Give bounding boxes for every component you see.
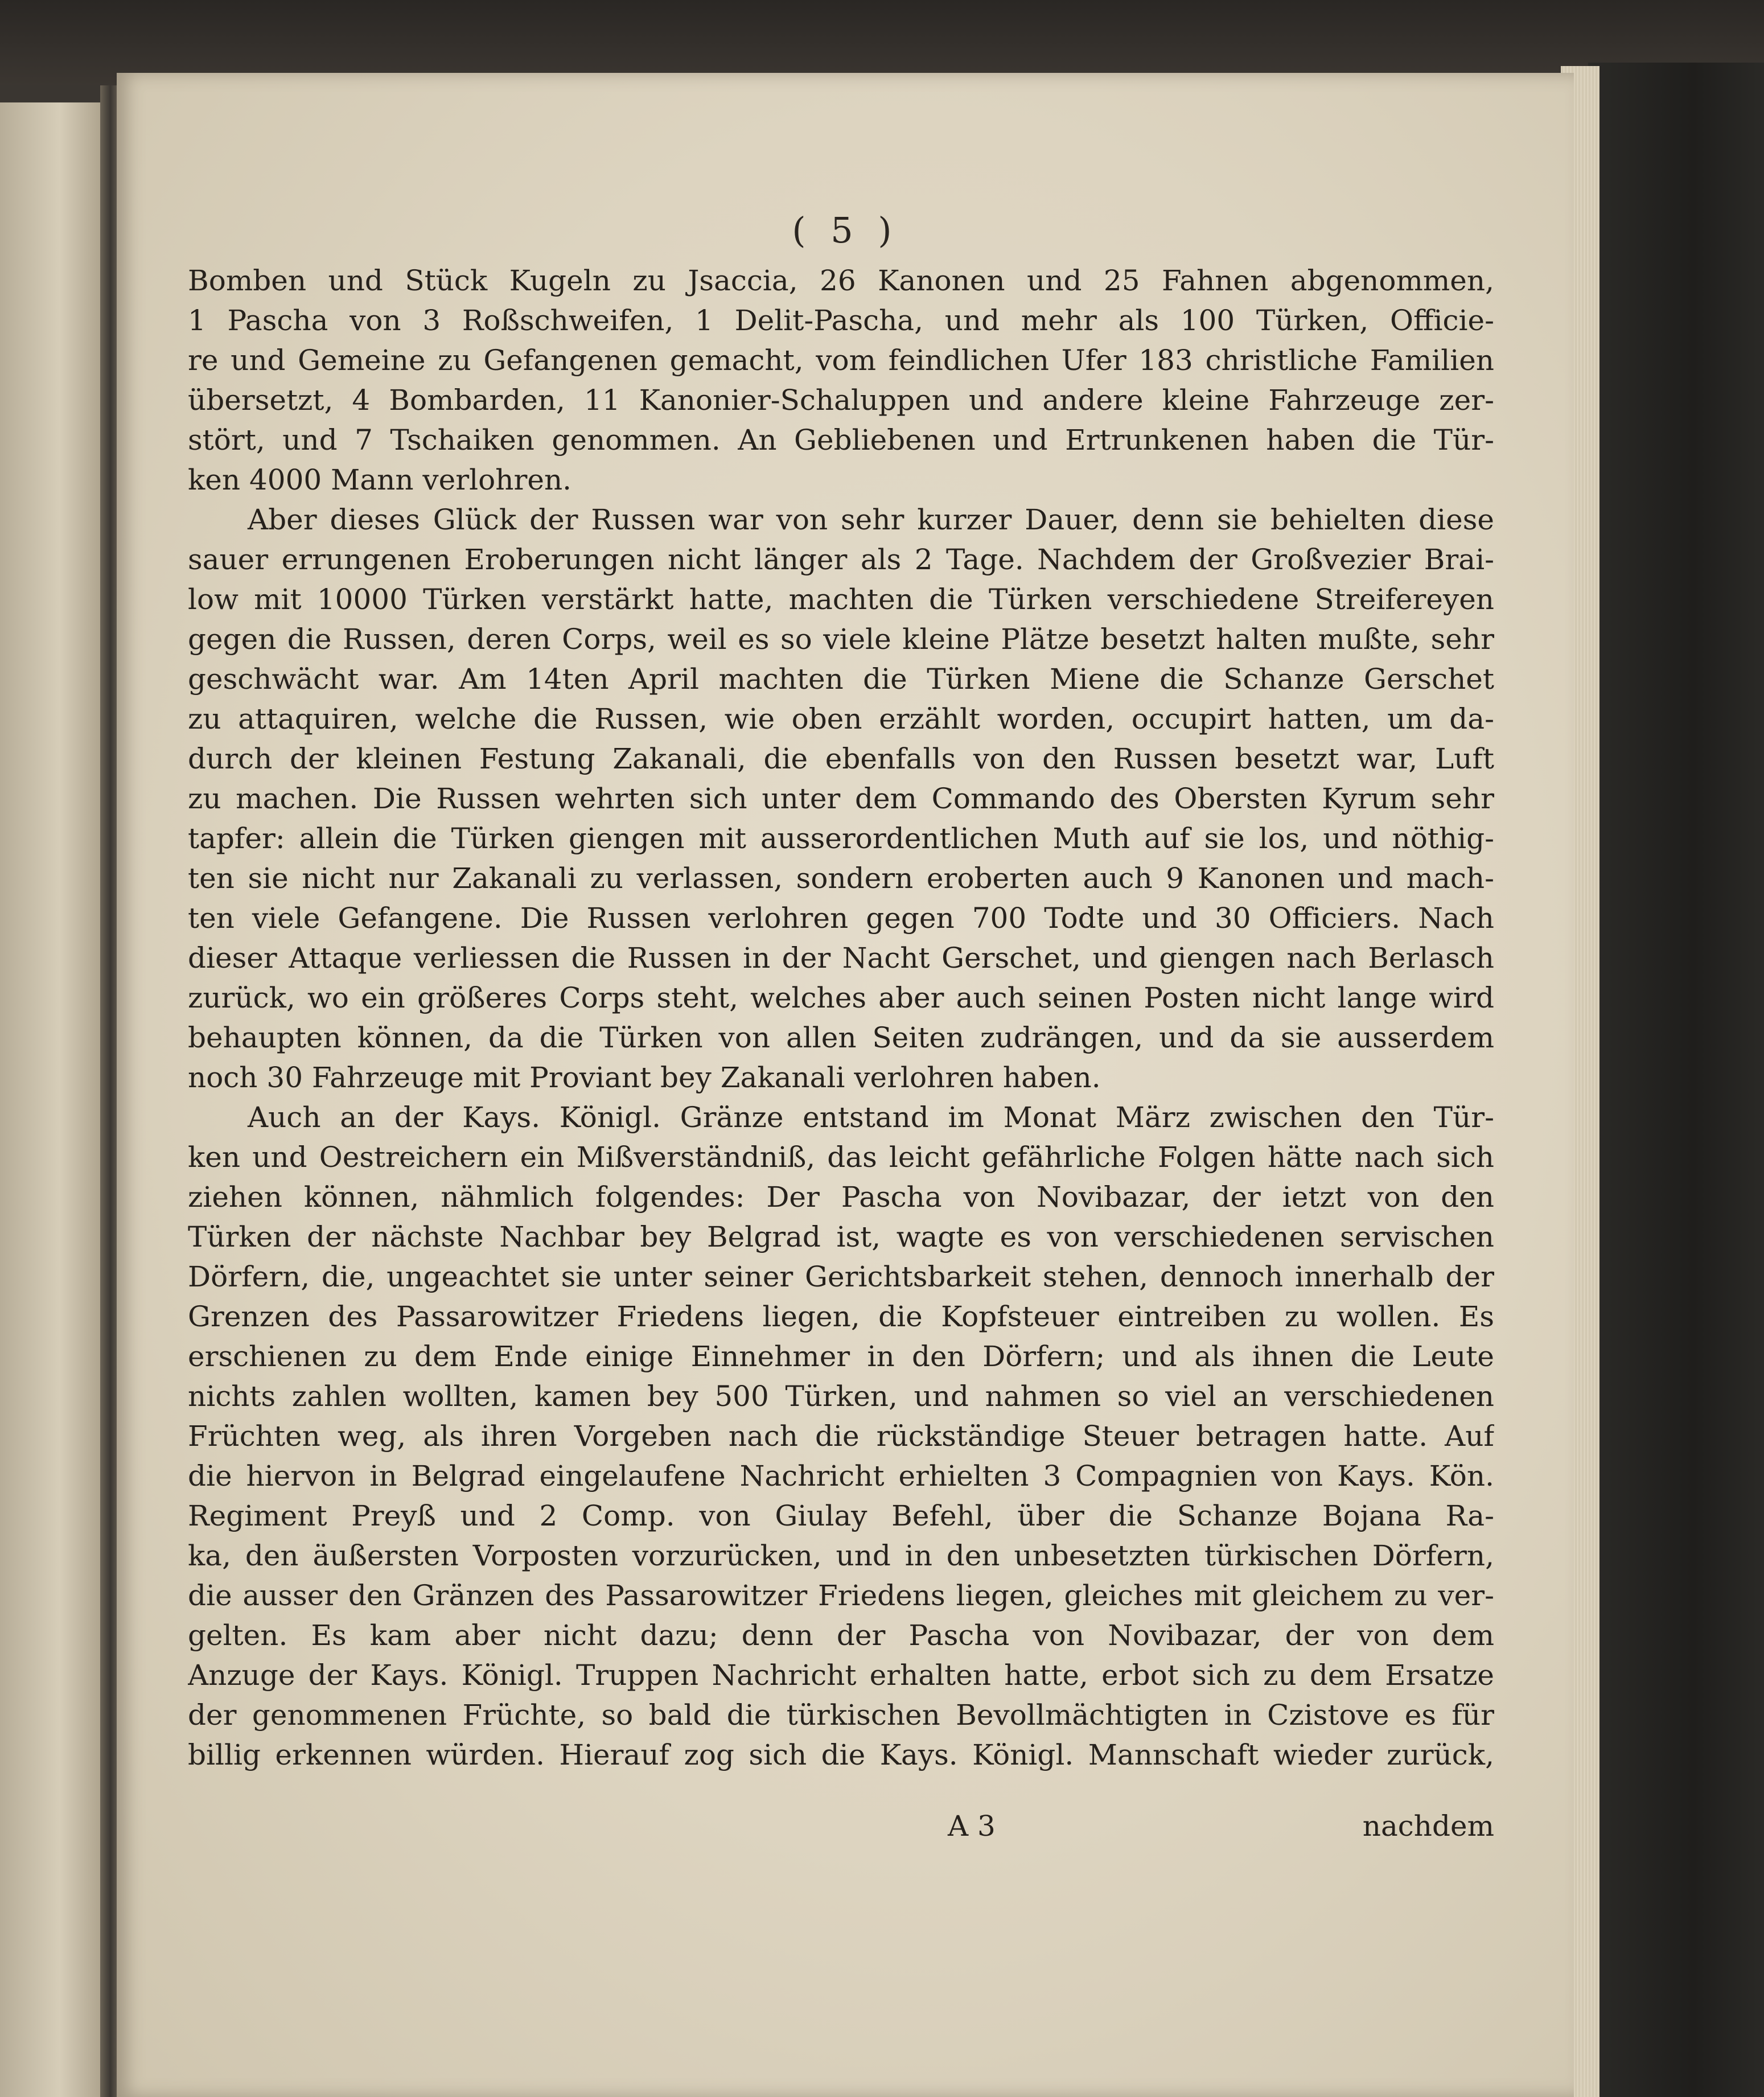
catchword: nachdem (1362, 1810, 1494, 1843)
text-line: Regiment Preyß und 2 Comp. von Giulay Befehl, über die Schanze Bojana Ra- (188, 1499, 1494, 1532)
text-line: übersetzt, 4 Bombarden, 11 Kanonier-Schaluppen und andere kleine Fahrzeuge zer- (188, 384, 1494, 417)
text-line: zu machen. Die Russen wehrten sich unter dem Commando des Obersten Kyrum sehr (188, 782, 1494, 815)
text-line: re und Gemeine zu Gefangenen gemacht, vom feindlichen Ufer 183 christliche Familien (188, 344, 1494, 377)
text-line: Türken der nächste Nachbar bey Belgrad ist, wagte es von verschiedenen servischen (188, 1220, 1494, 1253)
text-line: der genommenen Früchte, so bald die türkischen Bevollmächtigten in Czistove es für (188, 1699, 1494, 1732)
text-line: Dörfern, die, ungeachtet sie unter seiner Gerichtsbarkeit stehen, dennoch innerhalb der (188, 1260, 1494, 1293)
text-line: behaupten können, da die Türken von allen Seiten zudrängen, und da sie ausserdem (188, 1021, 1494, 1054)
text-line: nichts zahlen wollten, kamen bey 500 Türken, und nahmen so viel an verschiedenen (188, 1380, 1494, 1413)
text-line: tapfer: allein die Türken giengen mit ausserordentlichen Muth auf sie los, und nöthig- (188, 822, 1494, 855)
body-text (188, 261, 1494, 1775)
text-line: zurück, wo ein größeres Corps steht, welches aber auch seinen Posten nicht lange wird (188, 981, 1494, 1014)
text-line: Früchten weg, als ihren Vorgeben nach die rückständige Steuer betragen hatte. Auf (188, 1420, 1494, 1453)
text-line: gelten. Es kam aber nicht dazu; denn der Pascha von Novibazar, der von dem (188, 1619, 1494, 1652)
page-footer (188, 1806, 1494, 1846)
text-line: erschienen zu dem Ende einige Einnehmer in den Dörfern; und als ihnen die Leute (188, 1340, 1494, 1373)
text-line: ten sie nicht nur Zakanali zu verlassen, sondern eroberten auch 9 Kanonen und mach- (188, 862, 1494, 895)
text-line: ken 4000 Mann verlohren. (188, 463, 572, 496)
text-line: Bomben und Stück Kugeln zu Jsaccia, 26 Kanonen und 25 Fahnen abgenommen, (188, 264, 1494, 297)
text-line: ten viele Gefangene. Die Russen verlohren gegen 700 Todte und 30 Officiers. Nach (188, 902, 1494, 935)
text-line: Auch an der Kays. Königl. Gränze entstand im Monat März zwischen den Tür- (248, 1101, 1494, 1134)
text-line: dieser Attaque verliessen die Russen in der Nacht Gerschet, und giengen nach Berlasch (188, 941, 1494, 975)
text-line: geschwächt war. Am 14ten April machten die Türken Miene die Schanze Gerschet (188, 663, 1494, 696)
text-line: Grenzen des Passarowitzer Friedens liegen, die Kopfsteuer eintreiben zu wollen. Es (188, 1300, 1494, 1333)
text-line: stört, und 7 Tschaiken genommen. An Gebliebenen und Ertrunkenen haben die Tür- (188, 423, 1494, 457)
text-line: Anzuge der Kays. Königl. Truppen Nachricht erhalten hatte, erbot sich zu dem Ersatze (188, 1659, 1494, 1692)
text-line: die hiervon in Belgrad eingelaufene Nachricht erhielten 3 Compagnien von Kays. Kön. (188, 1459, 1494, 1492)
text-line: Aber dieses Glück der Russen war von sehr kurzer Dauer, denn sie behielten diese (248, 503, 1494, 536)
text-line: low mit 10000 Türken verstärkt hatte, machten die Türken verschiedene Streifereyen (188, 583, 1494, 616)
text-line: noch 30 Fahrzeuge mit Proviant bey Zakanali verlohren haben. (188, 1061, 1101, 1094)
book-cover-right (1588, 63, 1764, 2097)
text-line: gegen die Russen, deren Corps, weil es so viele kleine Plätze besetzt halten mußte, sehr (188, 623, 1494, 656)
page-number-header: ( 5 ) (792, 209, 899, 251)
book-page (117, 73, 1574, 2097)
printer-signature: A 3 (948, 1810, 996, 1843)
text-line: ziehen können, nähmlich folgendes: Der Pascha von Novibazar, der ietzt von den (188, 1181, 1494, 1214)
text-line: durch der kleinen Festung Zakanali, die ebenfalls von den Russen besetzt war, Luft (188, 742, 1494, 775)
facing-page-edge (0, 102, 108, 2097)
text-line: ken und Oestreichern ein Mißverständniß, das leicht gefährliche Folgen hätte nach sich (188, 1141, 1494, 1174)
text-line: die ausser den Gränzen des Passarowitzer Friedens liegen, gleiches mit gleichem zu ver- (188, 1579, 1494, 1612)
text-line: sauer errungenen Eroberungen nicht länger als 2 Tage. Nachdem der Großvezier Brai- (188, 543, 1494, 576)
text-line: billig erkennen würden. Hierauf zog sich die Kays. Königl. Mannschaft wieder zurück, (188, 1738, 1494, 1771)
text-line: zu attaquiren, welche die Russen, wie oben erzählt worden, occupirt hatten, um da- (188, 702, 1494, 735)
text-line: 1 Pascha von 3 Roßschweifen, 1 Delit-Pascha, und mehr als 100 Türken, Officie- (188, 304, 1494, 337)
text-line: ka, den äußersten Vorposten vorzurücken, und in den unbesetzten türkischen Dörfern, (188, 1539, 1494, 1572)
